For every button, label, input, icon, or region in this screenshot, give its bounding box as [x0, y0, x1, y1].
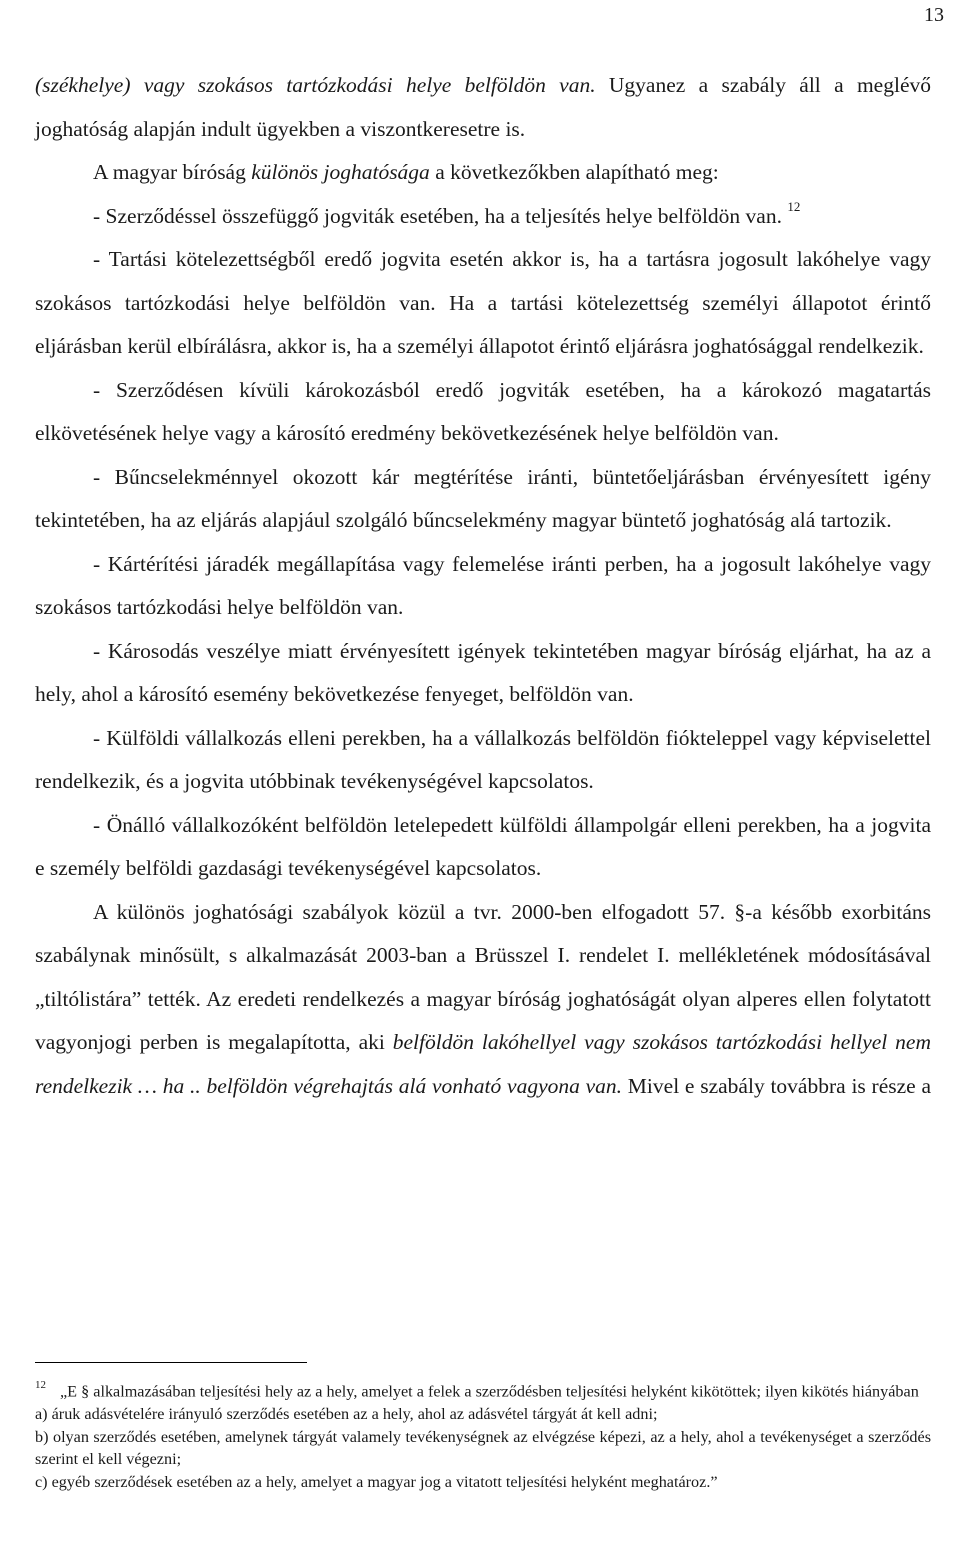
footnote-reference[interactable]: 12	[787, 199, 801, 215]
section-sign: §	[734, 899, 746, 924]
text-run: - Önálló vállalkozóként belföldön letelepedett külföldi állampolgár elleni perekben, ha a jogvita e személy belföldi gazdasági tevékenységével kapcsolatos.	[35, 812, 931, 880]
footnote-text: a) áruk adásvételére irányuló szerződés esetében az a hely, ahol az adásvétel tárgyát át kell adni;	[35, 1404, 658, 1423]
footnote-line	[35, 1426, 931, 1471]
footnote-separator	[35, 1362, 307, 1363]
footnote-text: c) egyéb szerződések esetében az a hely, amelyet a magyar jog a vitatott teljesítési helyként meghatároz.”	[35, 1472, 718, 1491]
text-run: - Szerződésen kívüli károkozásból eredő jogviták esetében, ha a károkozó magatartás elkövetésének helye vagy a károsító eredmény bekövetkezésének helye belföldön van.	[35, 377, 931, 445]
footnote-text: „E § alkalmazásában teljesítési hely az a hely, amelyet a felek a szerződésben teljesítési helyként kikötöttek; ilyen kikötés hiányában	[60, 1382, 919, 1401]
paragraph-self-employed	[35, 804, 931, 891]
text-run: Mivel e szabály továbbra is része a	[622, 1073, 932, 1098]
footnote-line	[35, 1403, 931, 1426]
paragraph-continuation	[35, 64, 931, 151]
footnote-line	[35, 1376, 931, 1403]
text-run: - Szerződéssel összefüggő jogviták esetében, ha a teljesítés helye belföldön van.	[93, 203, 788, 228]
text-run: -a később exorbitáns szabálynak minősült, s alkalmazását 2003-ban a Brüsszel I. rendelet I. mellékletének módosításával „tiltólistára” tették. Az eredeti rendelkezés a magyar bíróság joghatóságát olyan alperes ellen folytatott vagyonjogi perben is megalapította, aki	[35, 899, 931, 1054]
footnote-line	[35, 1471, 931, 1494]
body-text	[35, 64, 931, 1108]
paragraph-damage-risk	[35, 630, 931, 717]
paragraph-crime-damage	[35, 456, 931, 543]
text-run: A különös joghatósági szabályok közül a tvr. 2000-ben elfogadott 57.	[93, 899, 735, 924]
text-run: - Bűncselekménnyel okozott kár megtérítése iránti, büntetőeljárásban érvényesített igény tekintetében, ha az eljárás alapjául szolgáló bűncselekmény magyar büntető joghatóság alá tartozik.	[35, 464, 931, 532]
paragraph-tort	[35, 369, 931, 456]
paragraph-exorbitant-rule	[35, 891, 931, 1109]
text-run: Ugyanez a szabály áll a meglévő joghatóság alapján indult ügyekben a viszontkeresetre is.	[35, 73, 931, 141]
paragraph-foreign-enterprise	[35, 717, 931, 804]
paragraph-annuity	[35, 543, 931, 630]
text-run: - Kártérítési járadék megállapítása vagy felemelése iránti perben, ha a jogosult lakóhelye vagy szokásos tartózkodási helye belföldön van.	[35, 551, 931, 619]
paragraph-maintenance	[35, 238, 931, 369]
footnote-text: b) olyan szerződés esetében, amelynek tárgyát valamely tevékenységnek az elvégzése képezi, az a hely, ahol a tevékenységet a szerződés szerint el kell végezni;	[35, 1427, 931, 1469]
footnote-number: 12	[35, 1379, 46, 1391]
paragraph-contract	[35, 195, 931, 239]
text-run: - Tartási kötelezettségből eredő jogvita esetén akkor is, ha a tartásra jogosult lakóhelye vagy szokásos tartózkodási helye belföldön van. Ha a tartási kötelezettség személyi állapotot érintő eljárásban kerül elbírálásra, akkor is, ha a személyi állapotot érintő eljárásra joghatósággal rendelkezik.	[35, 247, 931, 358]
paragraph-intro	[35, 151, 931, 195]
text-run: (székhelye) vagy szokásos tartózkodási helye belföldön van.	[35, 73, 596, 97]
text-run: A magyar bíróság	[93, 160, 252, 184]
text-run: a következőkben alapítható meg:	[429, 160, 719, 184]
text-run: belföldön lakóhellyel vagy szokásos tartózkodási hellyel nem rendelkezik … ha .. belföldön végrehajtás alá vonható vagyona van.	[35, 1030, 931, 1098]
footnote	[35, 1376, 931, 1493]
text-run: különös joghatósága	[251, 160, 430, 184]
page-number: 13	[924, 4, 944, 26]
text-run: - Károsodás veszélye miatt érvényesített igények tekintetében magyar bíróság eljárhat, ha az a hely, ahol a károsító esemény bekövetkezése fenyeget, belföldön van.	[35, 638, 931, 706]
text-run: - Külföldi vállalkozás elleni perekben, ha a vállalkozás belföldön fiókteleppel vagy képviselettel rendelkezik, és a jogvita utóbbinak tevékenységével kapcsolatos.	[35, 725, 931, 793]
